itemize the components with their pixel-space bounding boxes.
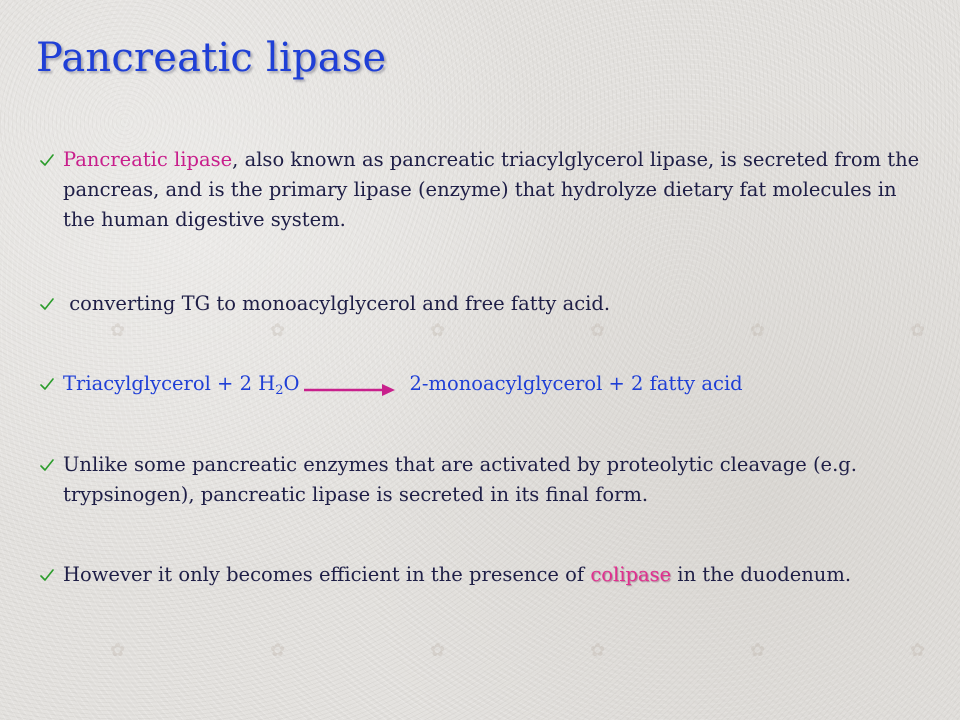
bullet-reaction [38,369,928,399]
reactants-end: O [283,372,300,395]
bullet-conversion [38,289,928,319]
bullet-body: , also known as pancreatic triacylglycerol lipase, is secreted from the pancreas, and is the primary lipase (enzyme) that hydrolyze dietary fat molecules in the human digestive system. [63,148,920,231]
checkmark-icon [38,560,58,590]
bullet-definition [38,145,928,235]
checkmark-icon [38,145,58,175]
watermark-glyph: ✿ [270,320,286,341]
slide-title: Pancreatic lipase [36,35,387,81]
watermark-glyph: ✿ [590,640,606,661]
right-arrow-icon [304,376,396,390]
watermark-glyph: ✿ [430,320,446,341]
bullet-activation [38,450,928,510]
bullet-text: Unlike some pancreatic enzymes that are activated by proteolytic cleavage (e.g. trypsinogen), pancreatic lipase is secreted in its final form. [63,453,857,506]
watermark-glyph: ✿ [110,640,126,661]
products: 2-monoacylglycerol + 2 fatty acid [409,372,743,395]
watermark-glyph: ✿ [270,640,286,661]
checkmark-icon [38,289,58,319]
watermark-glyph: ✿ [590,320,606,341]
highlight-term: Pancreatic lipase [63,148,233,171]
checkmark-icon [38,369,58,399]
checkmark-icon [38,450,58,480]
water-subscript: 2 [275,383,284,398]
watermark-glyph: ✿ [750,320,766,341]
highlight-term: colipase [590,563,672,586]
watermark-glyph: ✿ [750,640,766,661]
bullet-body: However it only becomes efficient in the presence of [63,563,591,586]
bullet-text: converting TG to monoacylglycerol and free fatty acid. [63,292,611,315]
bullet-colipase [38,560,928,590]
watermark-glyph: ✿ [110,320,126,341]
bullet-text [63,145,928,235]
watermark-glyph: ✿ [430,640,446,661]
bullet-text [63,560,928,590]
watermark-glyph: ✿ [910,320,926,341]
reaction-equation [63,369,928,399]
reactants: Triacylglycerol + 2 H [63,372,276,395]
watermark-glyph: ✿ [910,640,926,661]
bullet-body-end: in the duodenum. [671,563,852,586]
